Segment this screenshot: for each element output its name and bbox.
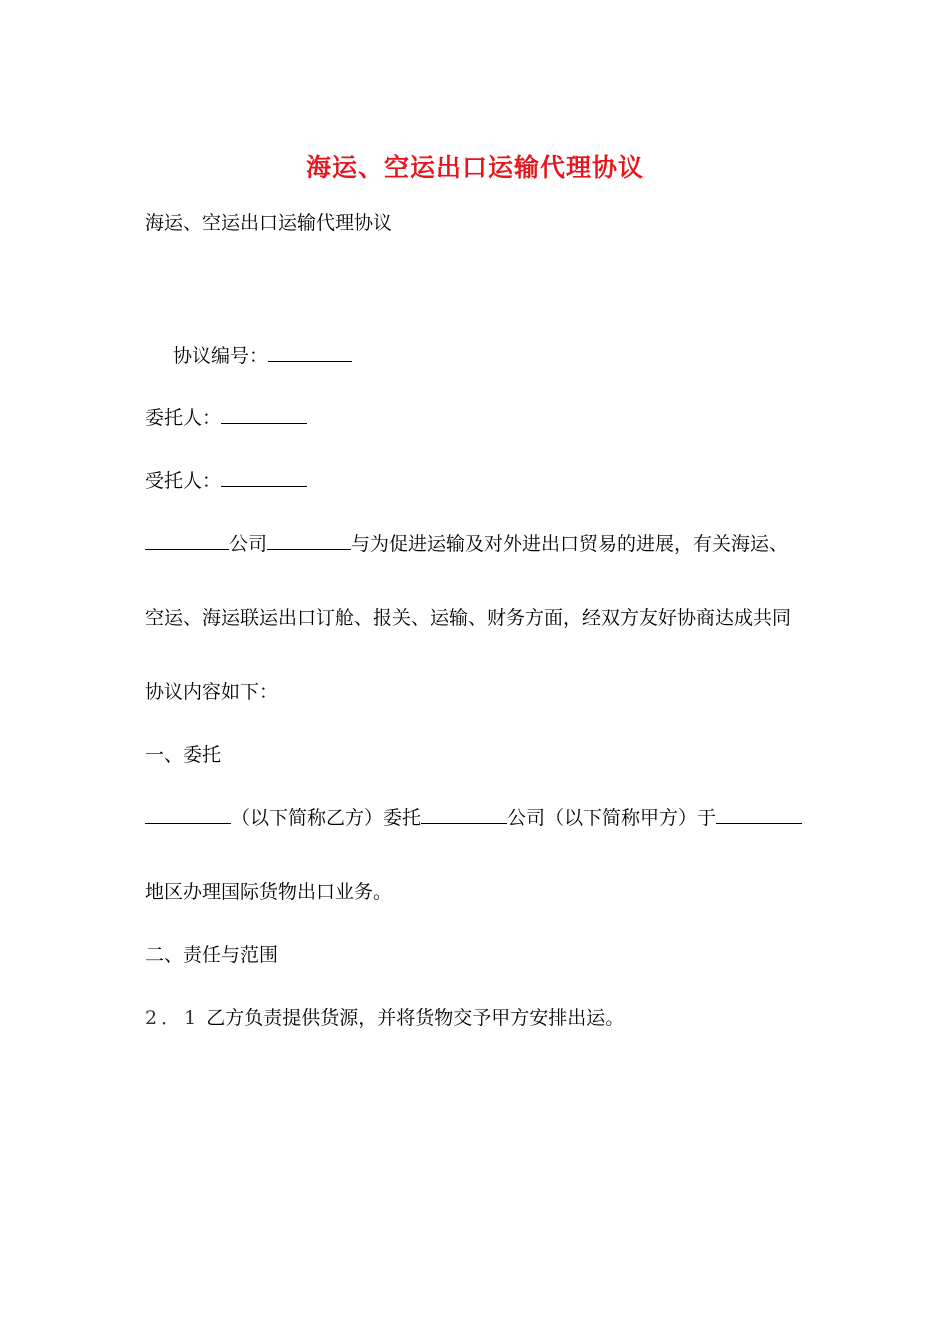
party-a-blank: [421, 805, 507, 824]
agent-blank: [221, 468, 307, 487]
section-1-text-2: 公司（以下简称甲方）于: [507, 807, 717, 829]
company-blank-1: [145, 531, 229, 550]
section-1-paragraph: [145, 805, 802, 831]
principal-line: [145, 405, 307, 431]
principal-blank: [221, 405, 307, 424]
clause-2-1: [145, 1005, 624, 1031]
document-subtitle: 海运、空运出口运输代理协议: [145, 212, 393, 234]
agent-label: 受托人：: [145, 470, 222, 492]
clause-number: 2．1: [145, 1007, 201, 1029]
company-blank-2: [267, 531, 351, 550]
intro-line-3: 协议内容如下：: [145, 681, 279, 703]
document-title: 海运、空运出口运输代理协议: [305, 153, 644, 182]
agreement-number-blank: [268, 343, 352, 362]
intro-line-2: 空运、海运联运出口订舱、报关、运输、财务方面，经双方友好协商达成共同: [145, 607, 792, 629]
intro-line-1: [145, 531, 788, 557]
party-b-blank: [145, 805, 231, 824]
section-2-heading: 二、责任与范围: [145, 944, 279, 966]
principal-label: 委托人：: [145, 407, 222, 429]
section-1-heading: 一、委托: [145, 744, 222, 766]
intro-text-1: 与为促进运输及对外进出口贸易的进展，有关海运、: [351, 533, 789, 555]
agent-line: [145, 468, 307, 494]
intro-company-word: 公司: [229, 533, 268, 555]
agreement-number-line: [173, 343, 352, 369]
section-1-text-3: 地区办理国际货物出口业务。: [145, 881, 393, 903]
section-1-text-1: （以下简称乙方）委托: [231, 807, 422, 829]
region-blank: [716, 805, 802, 824]
clause-text: 乙方负责提供货源，并将货物交予甲方安排出运。: [206, 1007, 625, 1029]
agreement-number-label: 协议编号：: [173, 345, 269, 367]
